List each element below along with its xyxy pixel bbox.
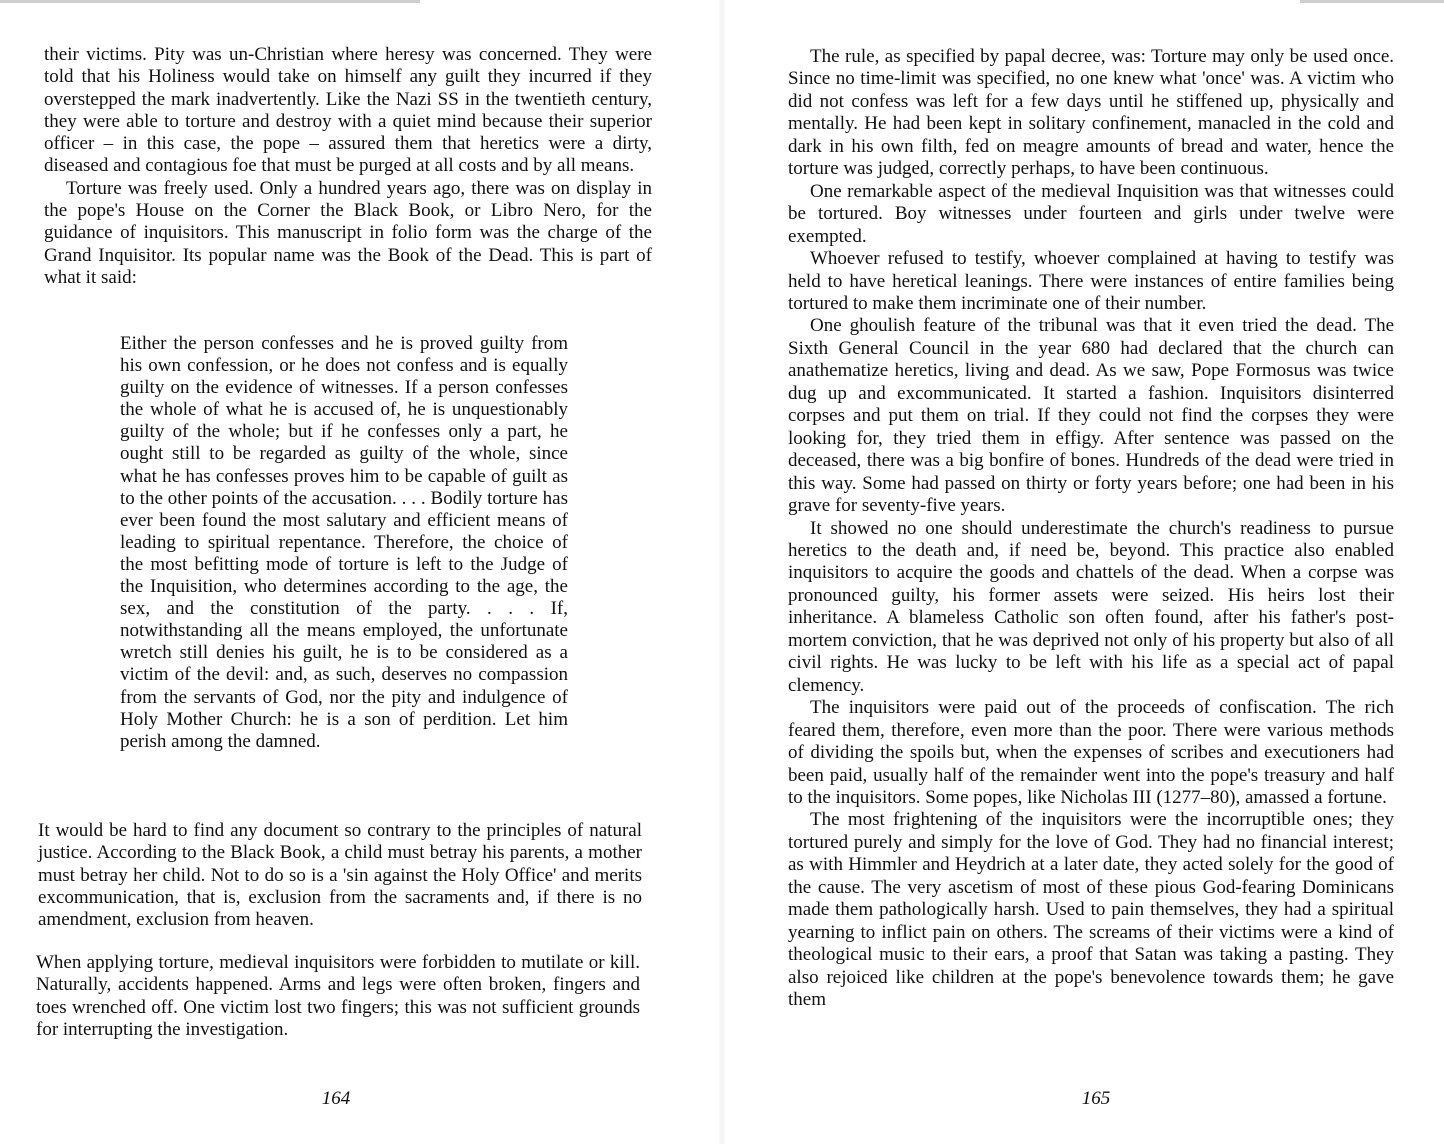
left-after-quote [38,820,642,931]
left-paragraph-2: Torture was freely used. Only a hundred years ago, there was on display in the pope's House on the Corner the Black Book, or Libro Nero, for the guidance of inquisitors. This manuscript in folio form was the charge of the Grand Inquisitor. Its popular name was the Book of the Dead. This is part of what it said: [44,177,652,288]
page-number-right: 165 [1081,1088,1111,1109]
left-paragraph-3: It would be hard to find any document so contrary to the principles of natural justice. According to the Black Book, a child must betray his parents, a mother must betray her child. Not to do so is a 'sin against the Holy Office' and merits excommunication, that is, exclusion from the sacraments and, if there is no amendment, exclusion from heaven. [38,820,642,931]
right-paragraph-2: One remarkable aspect of the medieval Inquisition was that witnesses could be tortured. Boy witnesses under fourteen and girls under twelve were exempted. [788,180,1394,247]
right-paragraph-4: One ghoulish feature of the tribunal was that it even tried the dead. The Sixth General Council in the year 680 had declared that the church can anathematize heretics, living and dead. As we saw, Pope Formosus was twice dug up and excommunicated. It started a fashion. Inquisitors disinterred corpses and put them on trial. If they could not find the corpses they were looking for, they tried them in effigy. After sentence was passed on the deceased, there was a big bonfire of bones. Hundreds of the dead were tried in this way. Some had passed on thirty or forty years before; one had been in his grave for seventy-five years. [788,315,1394,517]
left-main-text [44,44,652,289]
right-paragraph-6: The inquisitors were paid out of the proceeds of confiscation. The rich feared them, therefore, even more than the poor. There were various methods of dividing the spoils but, when the expenses of scribes and executioners had been paid, usually half of the remainder went into the pope's treasury and half to the inquisitors. Some popes, like Nicholas III (1277–80), amassed a fortune. [788,697,1394,808]
left-last-text [36,952,640,1041]
quote-text: Either the person confesses and he is proved guilty from his own confession, or he does not confess and is equally guilty on the evidence of witnesses. If a person confesses the whole of what he is accused of, he is unquestionably guilty of the whole; but if he confesses only a part, he ought still to be regarded as guilty of the whole, since what he has confesses proves him to be capable of guilt as to the other points of the accusation. . . . Bodily torture has ever been found the most salutary and efficient means of leading to spiritual repentance. Therefore, the choice of the most befitting mode of torture is left to the Judge of the Inquisition, who determines according to the age, the sex, and the constitution of the party. . . . If, notwithstanding all the means employed, the unfortunate wretch still denies his guilt, he is to be considered as a victim of the devil: and, as such, deserves no compassion from the servants of God, nor the pity and indulgence of Holy Mother Church: he is a son of perdition. Let him perish among the damned. [120,333,568,752]
right-paragraph-3: Whoever refused to testify, whoever complained at having to testify was held to have heretical leanings. There were instances of entire families being tortured to make them incriminate one of their number. [788,248,1394,314]
left-paragraph-4: When applying torture, medieval inquisitors were forbidden to mutilate or kill. Naturally, accidents happened. Arms and legs were often broken, fingers and toes wrenched off. One victim lost two fingers; this was not sufficient grounds for interrupting the investigation. [36,952,640,1040]
right-main-text [788,46,1394,1011]
right-paragraph-7: The most frightening of the inquisitors were the incorruptible ones; they tortured purely and simply for the love of God. They had no financial interest; as with Himmler and Heydrich at a later date, they acted solely for the good of the cause. The very ascetism of most of these pious God-fearing Dominicans made them pathologically harsh. Used to pain themselves, they had a spiritual yearning to inflict pain on others. The screams of their victims were a kind of theological music to their ears, a proof that Satan was taking a pasting. They also rejoiced like children at the pope's benevolence towards them; he gave them [788,809,1394,1011]
left-paragraph-1: their victims. Pity was un-Christian where heresy was concerned. They were told that his Holiness would take on himself any guilt they incurred if they overstepped the mark inadvertently. Like the Nazi SS in the twentieth century, they were able to torture and destroy with a quiet mind because their superior officer – in this case, the pope – assured them that heretics were a dirty, diseased and contagious foe that must be purged at all costs and by all means. [44,44,652,177]
right-paragraph-1: The rule, as specified by papal decree, was: Torture may only be used once. Since no time-limit was specified, no one knew what 'once' was. A victim who did not confess was left for a few days until he stiffened up, physically and mentally. He had been kept in solitary confinement, manacled in the cold and dark in his own filth, fed on meagre amounts of bread and water, hence the torture was judged, correctly perhaps, to have been continuous. [788,46,1394,180]
right-paragraph-5: It showed no one should underestimate the church's readiness to pursue heretics to the death and, if need be, beyond. This practice also enabled inquisitors to acquire the goods and chattels of the dead. When a corpse was pronounced guilty, his former assets were seized. His heirs lost their inheritance. A blameless Catholic son often found, after his father's post-mortem conviction, that he was deprived not only of his property but also of all civil rights. He was lucky to be left with his life as a special act of papal clemency. [788,517,1394,696]
page-number-left: 164 [321,1088,351,1109]
right-page [722,0,1444,1144]
black-book-quote [120,333,568,753]
